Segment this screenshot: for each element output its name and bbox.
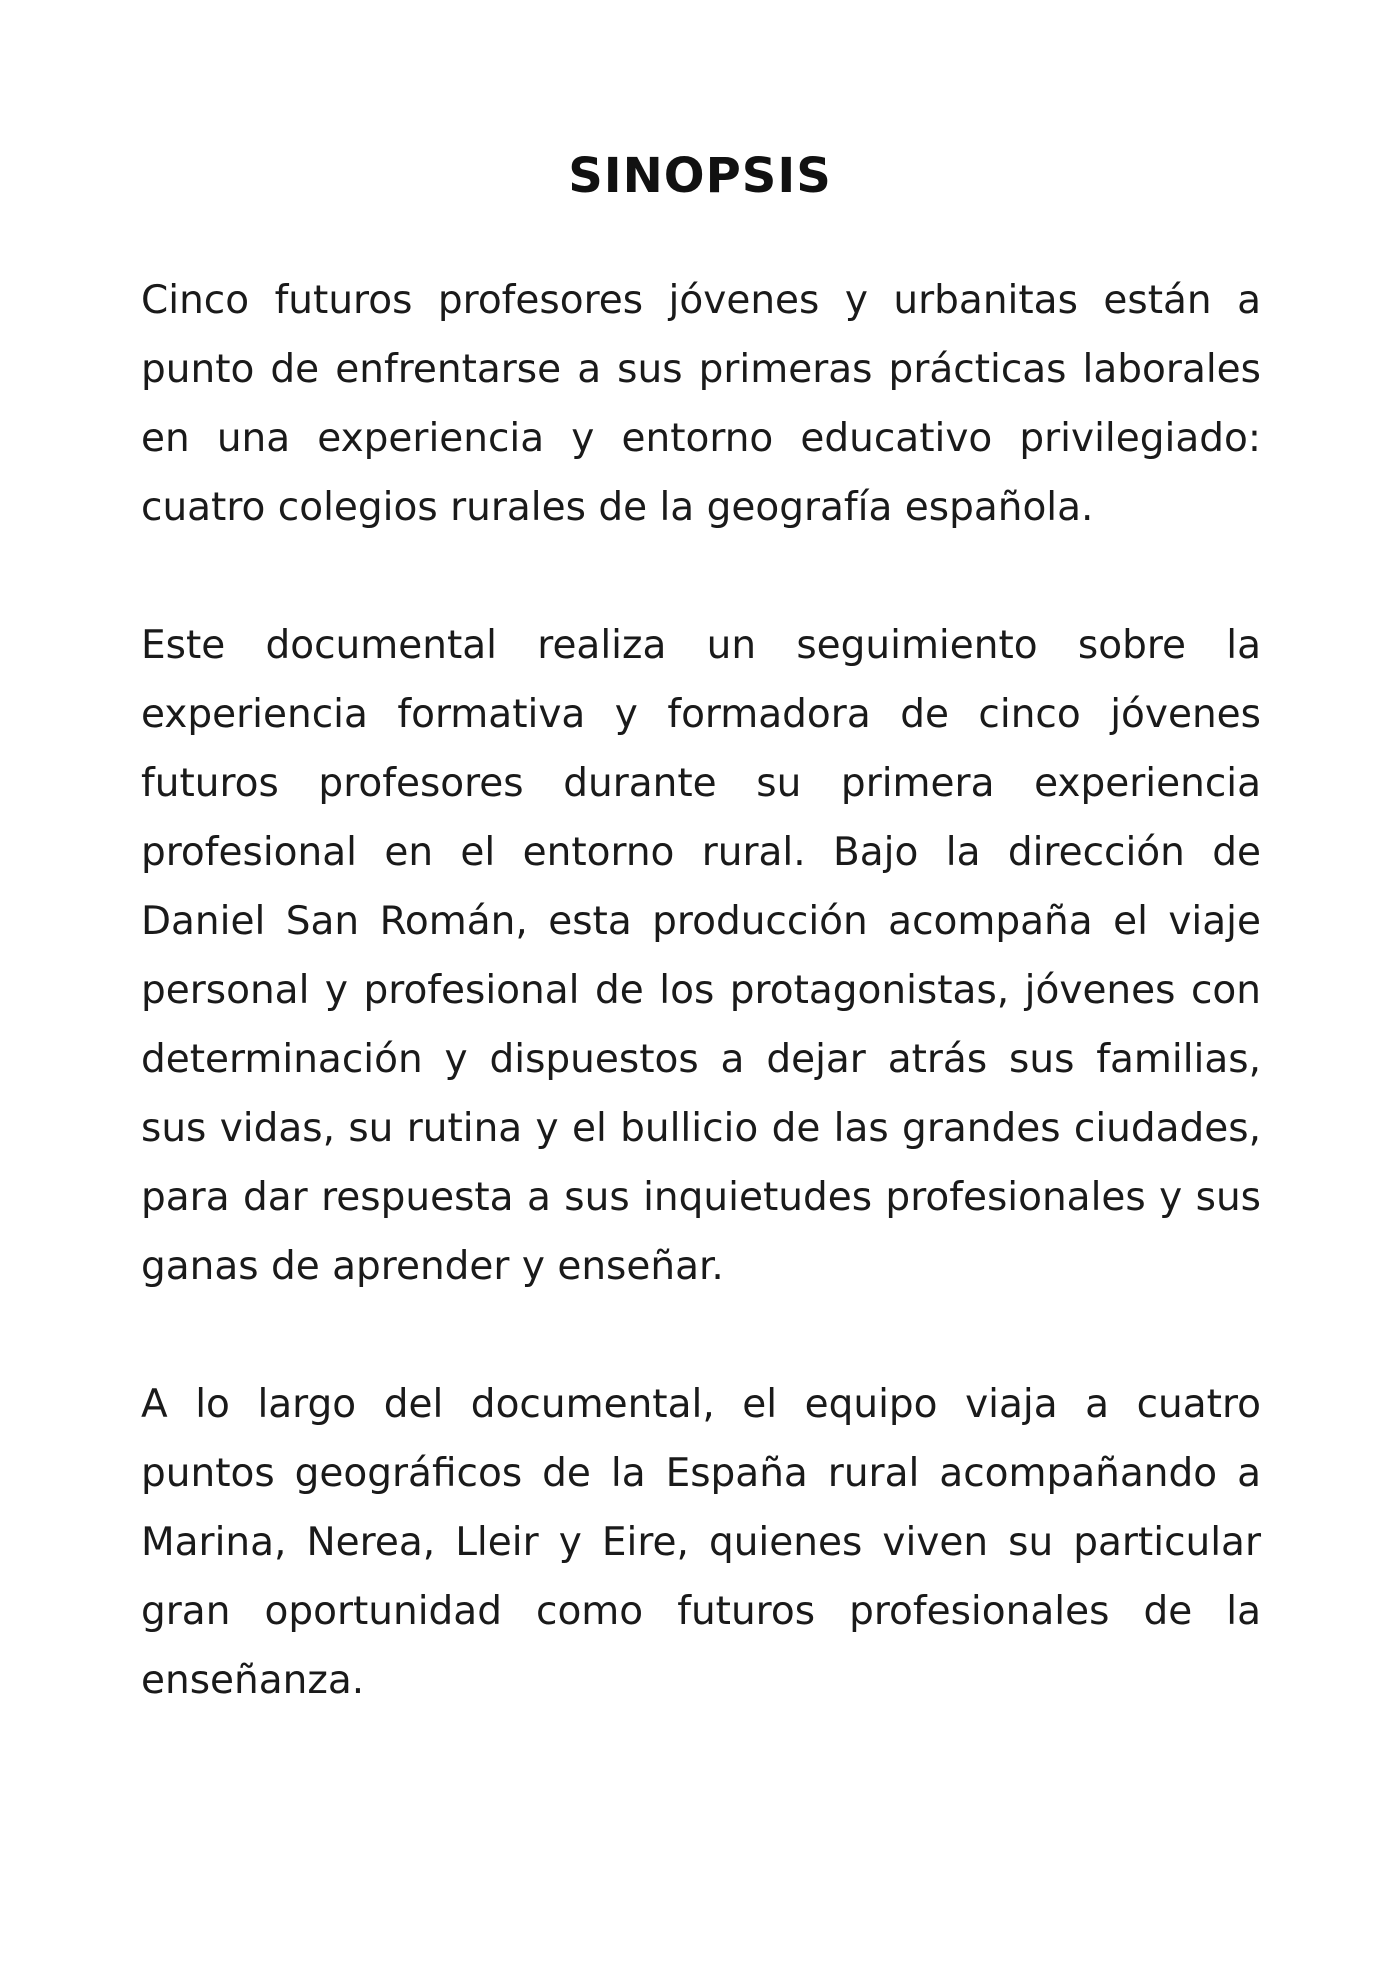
paragraph-3: A lo largo del documental, el equipo viaja a cuatro puntos geográficos de la España rural acompañando a Marina, Nerea, Lleir y Eire, quienes viven su particular gran oportunidad como futuros profesionales de la enseñanza. — [141, 1382, 1261, 1703]
paragraph-2: Este documental realiza un seguimiento sobre la experiencia formativa y formadora de cinco jóvenes futuros profesores durante su primera experiencia profesional en el entorno rural. Bajo la dirección de Daniel San Román, esta producción acompaña el viaje personal y profesional de los protagonistas, jóvenes con determinación y dispuestos a dejar atrás sus familias, sus vidas, su rutina y el bullicio de las grandes ciudades, para dar respuesta a sus inquietudes profesionales y sus ganas de aprender y enseñar. — [141, 623, 1261, 1289]
page-title: SINOPSIS — [568, 148, 832, 204]
paragraph-1: Cinco futuros profesores jóvenes y urbanitas están a punto de enfrentarse a sus primeras prácticas laborales en una experiencia y entorno educativo privilegiado: cuatro colegios rurales de la geografía española. — [141, 278, 1261, 530]
document-body — [141, 266, 1261, 1715]
